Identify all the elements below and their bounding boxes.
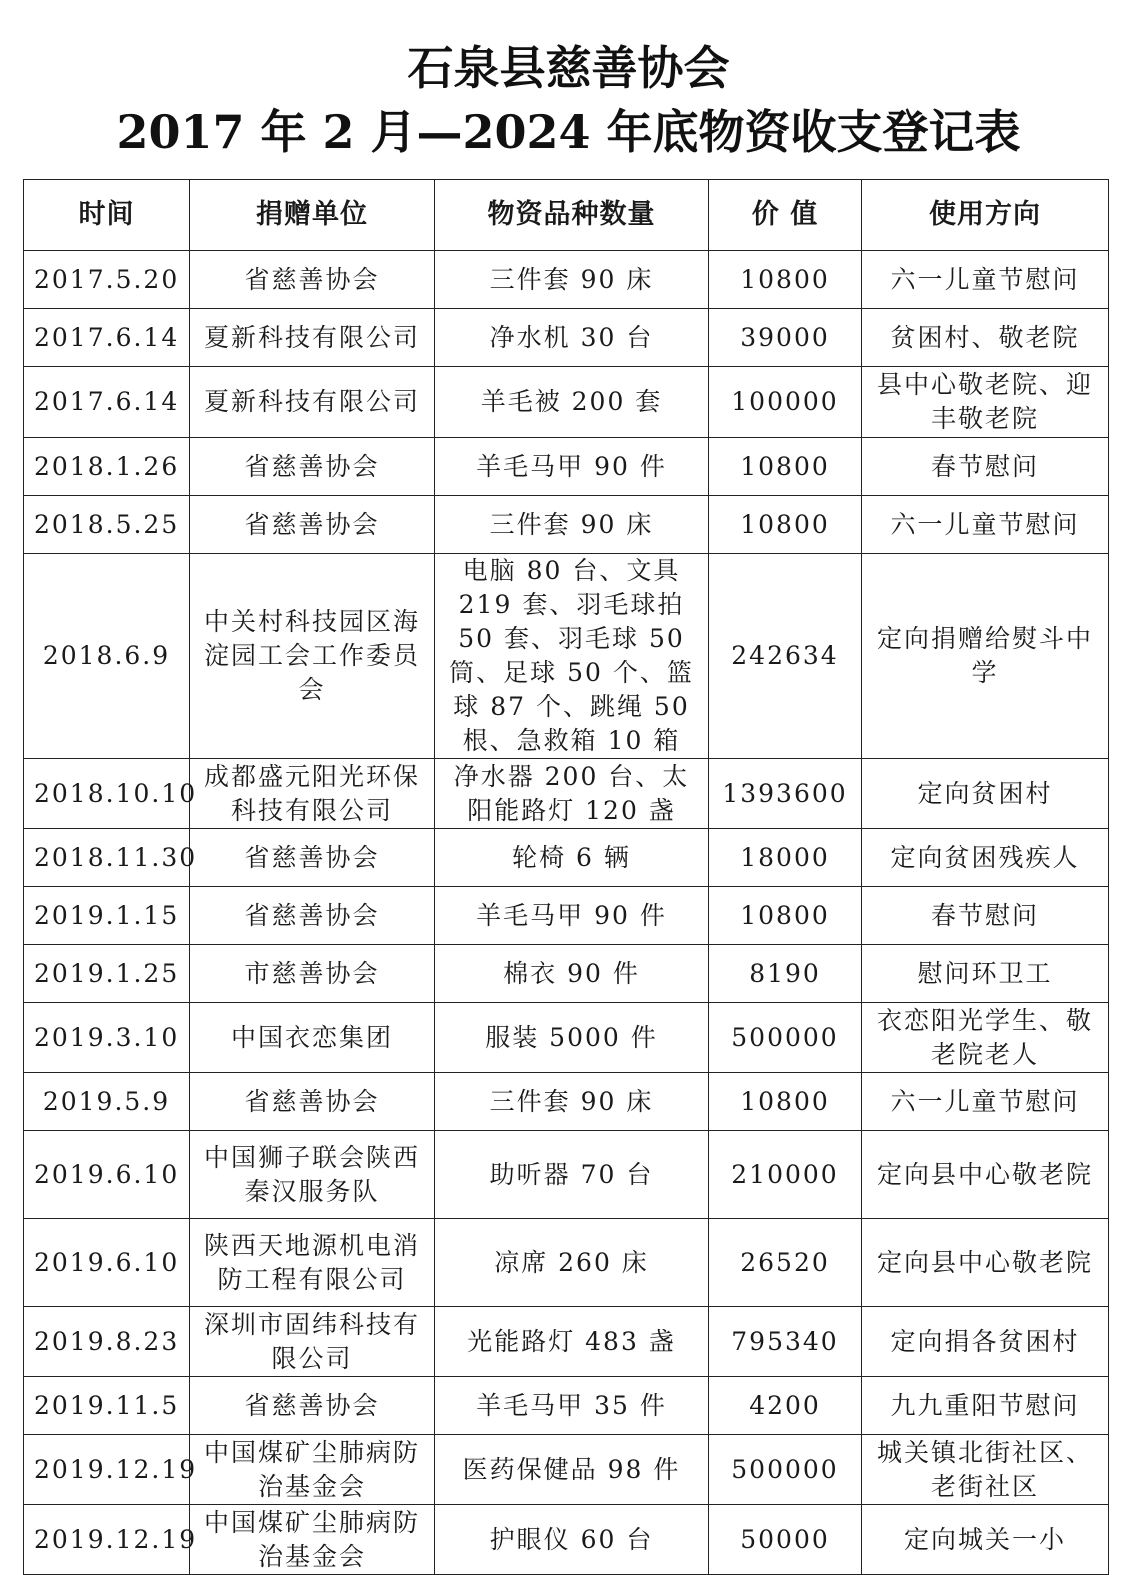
cell-purpose: 九九重阳节慰问 xyxy=(862,1377,1109,1435)
table-row xyxy=(24,1435,1109,1505)
cell-value: 39000 xyxy=(709,309,862,367)
cell-value: 100000 xyxy=(709,367,862,438)
cell-purpose: 春节慰问 xyxy=(862,887,1109,945)
cell-items: 光能路灯 483 盏 xyxy=(435,1307,709,1377)
cell-donor: 中国煤矿尘肺病防治基金会 xyxy=(190,1505,435,1575)
cell-donor: 省慈善协会 xyxy=(190,1377,435,1435)
table-row xyxy=(24,554,1109,759)
cell-purpose: 慰问环卫工 xyxy=(862,945,1109,1003)
cell-date: 2018.5.25 xyxy=(24,496,190,554)
cell-donor: 成都盛元阳光环保科技有限公司 xyxy=(190,759,435,829)
cell-date: 2019.6.10 xyxy=(24,1219,190,1307)
table-header-row xyxy=(24,180,1109,251)
table-row xyxy=(24,945,1109,1003)
cell-date: 2017.6.14 xyxy=(24,309,190,367)
cell-items: 净水器 200 台、太阳能路灯 120 盏 xyxy=(435,759,709,829)
cell-donor: 中国狮子联会陕西秦汉服务队 xyxy=(190,1131,435,1219)
cell-donor: 省慈善协会 xyxy=(190,438,435,496)
cell-date: 2018.6.9 xyxy=(24,554,190,759)
cell-items: 医药保健品 98 件 xyxy=(435,1435,709,1505)
table-row xyxy=(24,1307,1109,1377)
cell-value: 4200 xyxy=(709,1377,862,1435)
cell-purpose: 城关镇北街社区、老街社区 xyxy=(862,1435,1109,1505)
table-row xyxy=(24,887,1109,945)
cell-value: 10800 xyxy=(709,251,862,309)
cell-items: 助听器 70 台 xyxy=(435,1131,709,1219)
cell-items: 电脑 80 台、文具 219 套、羽毛球拍 50 套、羽毛球 50 筒、足球 50 个、篮球 87 个、跳绳 50 根、急救箱 10 箱 xyxy=(435,554,709,759)
cell-donor: 市慈善协会 xyxy=(190,945,435,1003)
cell-items: 羊毛被 200 套 xyxy=(435,367,709,438)
cell-value: 210000 xyxy=(709,1131,862,1219)
cell-items: 棉衣 90 件 xyxy=(435,945,709,1003)
cell-value: 795340 xyxy=(709,1307,862,1377)
cell-items: 三件套 90 床 xyxy=(435,251,709,309)
header-date: 时间 xyxy=(24,180,190,251)
cell-items: 羊毛马甲 90 件 xyxy=(435,887,709,945)
cell-donor: 夏新科技有限公司 xyxy=(190,309,435,367)
cell-date: 2018.1.26 xyxy=(24,438,190,496)
cell-date: 2017.5.20 xyxy=(24,251,190,309)
table-row xyxy=(24,829,1109,887)
table-row xyxy=(24,1003,1109,1073)
header-items: 物资品种数量 xyxy=(435,180,709,251)
cell-purpose: 县中心敬老院、迎丰敬老院 xyxy=(862,367,1109,438)
table-row xyxy=(24,759,1109,829)
cell-items: 服装 5000 件 xyxy=(435,1003,709,1073)
cell-value: 10800 xyxy=(709,1073,862,1131)
cell-donor: 省慈善协会 xyxy=(190,829,435,887)
cell-donor: 省慈善协会 xyxy=(190,496,435,554)
table-row xyxy=(24,309,1109,367)
table-row xyxy=(24,438,1109,496)
table-row xyxy=(24,1377,1109,1435)
cell-date: 2019.1.15 xyxy=(24,887,190,945)
cell-value: 242634 xyxy=(709,554,862,759)
cell-items: 羊毛马甲 35 件 xyxy=(435,1377,709,1435)
cell-date: 2019.12.19 xyxy=(24,1435,190,1505)
cell-donor: 夏新科技有限公司 xyxy=(190,367,435,438)
cell-purpose: 六一儿童节慰问 xyxy=(862,251,1109,309)
cell-items: 净水机 30 台 xyxy=(435,309,709,367)
cell-value: 10800 xyxy=(709,438,862,496)
cell-items: 三件套 90 床 xyxy=(435,496,709,554)
table-row xyxy=(24,1505,1109,1575)
cell-value: 10800 xyxy=(709,496,862,554)
cell-donor: 陕西天地源机电消防工程有限公司 xyxy=(190,1219,435,1307)
cell-donor: 中国衣恋集团 xyxy=(190,1003,435,1073)
cell-purpose: 定向县中心敬老院 xyxy=(862,1219,1109,1307)
cell-value: 8190 xyxy=(709,945,862,1003)
cell-value: 50000 xyxy=(709,1505,862,1575)
cell-date: 2019.12.19 xyxy=(24,1505,190,1575)
cell-value: 18000 xyxy=(709,829,862,887)
cell-items: 羊毛马甲 90 件 xyxy=(435,438,709,496)
cell-donor: 省慈善协会 xyxy=(190,887,435,945)
cell-date: 2019.3.10 xyxy=(24,1003,190,1073)
cell-date: 2019.6.10 xyxy=(24,1131,190,1219)
cell-donor: 省慈善协会 xyxy=(190,1073,435,1131)
header-purpose: 使用方向 xyxy=(862,180,1109,251)
cell-purpose: 衣恋阳光学生、敬老院老人 xyxy=(862,1003,1109,1073)
cell-date: 2019.1.25 xyxy=(24,945,190,1003)
cell-items: 凉席 260 床 xyxy=(435,1219,709,1307)
table-row xyxy=(24,496,1109,554)
cell-donor: 中关村科技园区海淀园工会工作委员会 xyxy=(190,554,435,759)
cell-date: 2019.5.9 xyxy=(24,1073,190,1131)
cell-purpose: 贫困村、敬老院 xyxy=(862,309,1109,367)
cell-items: 轮椅 6 辆 xyxy=(435,829,709,887)
cell-purpose: 六一儿童节慰问 xyxy=(862,496,1109,554)
cell-donor: 中国煤矿尘肺病防治基金会 xyxy=(190,1435,435,1505)
cell-date: 2019.11.5 xyxy=(24,1377,190,1435)
cell-purpose: 定向县中心敬老院 xyxy=(862,1131,1109,1219)
cell-date: 2018.10.10 xyxy=(24,759,190,829)
table-row xyxy=(24,367,1109,438)
table-row xyxy=(24,1219,1109,1307)
cell-donor: 省慈善协会 xyxy=(190,251,435,309)
cell-date: 2017.6.14 xyxy=(24,367,190,438)
cell-purpose: 六一儿童节慰问 xyxy=(862,1073,1109,1131)
cell-value: 1393600 xyxy=(709,759,862,829)
document-title: 石泉县慈善协会 xyxy=(407,41,730,95)
cell-items: 三件套 90 床 xyxy=(435,1073,709,1131)
table-row xyxy=(24,1073,1109,1131)
table-row xyxy=(24,1131,1109,1219)
cell-value: 500000 xyxy=(709,1435,862,1505)
cell-purpose: 定向捐赠给熨斗中学 xyxy=(862,554,1109,759)
table-row xyxy=(24,251,1109,309)
cell-purpose: 定向贫困残疾人 xyxy=(862,829,1109,887)
cell-date: 2019.8.23 xyxy=(24,1307,190,1377)
cell-purpose: 定向捐各贫困村 xyxy=(862,1307,1109,1377)
cell-items: 护眼仪 60 台 xyxy=(435,1505,709,1575)
cell-value: 500000 xyxy=(709,1003,862,1073)
cell-donor: 深圳市固纬科技有限公司 xyxy=(190,1307,435,1377)
cell-value: 10800 xyxy=(709,887,862,945)
cell-purpose: 春节慰问 xyxy=(862,438,1109,496)
cell-value: 26520 xyxy=(709,1219,862,1307)
cell-purpose: 定向城关一小 xyxy=(862,1505,1109,1575)
cell-date: 2018.11.30 xyxy=(24,829,190,887)
donation-ledger-table xyxy=(23,179,1109,1575)
cell-purpose: 定向贫困村 xyxy=(862,759,1109,829)
header-value: 价 值 xyxy=(709,180,862,251)
header-donor: 捐赠单位 xyxy=(190,180,435,251)
document-subtitle: 2017 年 2 月—2024 年底物资收支登记表 xyxy=(116,105,1021,159)
